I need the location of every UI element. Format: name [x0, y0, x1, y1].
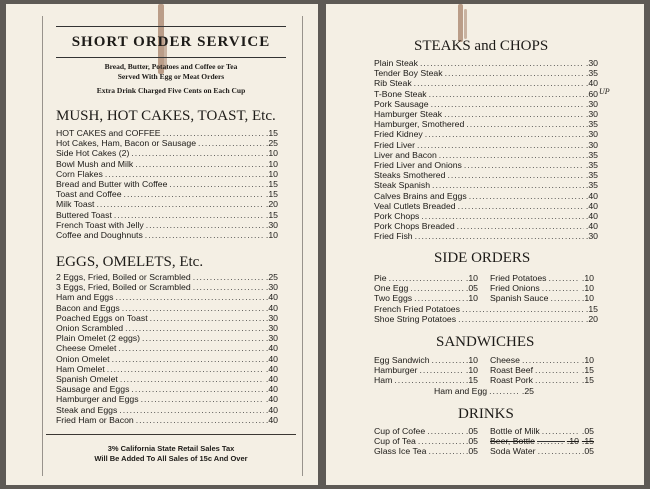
leader-dots [419, 365, 463, 375]
menu-item [490, 375, 594, 385]
menu-item [374, 119, 598, 129]
menu-item-price: .40 [265, 353, 278, 364]
section-title-drinks: DRINKS [458, 406, 514, 422]
menu-item-price: .30 [265, 219, 278, 230]
menu-item-price: .05 [581, 446, 594, 457]
leader-dots [107, 364, 264, 374]
leader-dots [169, 179, 264, 189]
menu-item [374, 109, 598, 119]
menu-item-name: Buttered Toast [56, 209, 112, 220]
menu-item-name: Two Eggs [374, 293, 413, 304]
menu-item [374, 129, 598, 139]
leader-dots [193, 272, 264, 282]
menu-item-price: .35 [585, 180, 598, 191]
handwritten-note: UP [599, 87, 610, 96]
menu-item [56, 138, 278, 148]
leader-dots [444, 109, 584, 119]
leader-dots [432, 180, 584, 190]
drinks-left [374, 426, 478, 457]
menu-item [374, 221, 598, 231]
menu-item-name: Side Hot Cakes (2) [56, 148, 130, 159]
menu-item-price: .30 [265, 323, 278, 334]
menu-item [56, 189, 278, 199]
menu-item-name: French Fried Potatoes [374, 304, 460, 314]
menu-item-price: .40 [265, 414, 278, 425]
leader-dots [146, 220, 264, 230]
menu-item-name: Soda Water [490, 446, 536, 457]
menu-item [56, 343, 278, 353]
leader-dots [105, 169, 264, 179]
menu-item-name: Beer, Bottle [490, 436, 535, 447]
leader-dots [542, 426, 580, 436]
menu-item-price: .10 [265, 230, 278, 241]
menu-item [374, 436, 478, 446]
menu-item-price: .40 [265, 302, 278, 313]
menu-item-price: .40 [585, 200, 598, 211]
menu-item [434, 386, 534, 396]
menu-item-price: .10 [581, 283, 594, 294]
menu-item [490, 436, 594, 446]
menu-item [56, 230, 278, 240]
menu-item-price: .10 [265, 168, 278, 179]
menu-item-price: .05 [465, 426, 478, 436]
leader-dots [96, 199, 263, 209]
menu-item [374, 201, 598, 211]
menu-item-name: Cheese [490, 355, 520, 365]
side-orders-right [490, 273, 594, 304]
menu-item-name: French Toast with Jelly [56, 219, 144, 230]
leader-dots [136, 415, 264, 425]
leader-dots [114, 210, 264, 220]
menu-item-price: .10 [581, 273, 594, 283]
menu-item-name: Fried Liver and Onions [374, 160, 462, 171]
menu-item-name: Hamburger, Smothered [374, 119, 465, 130]
leader-dots [131, 384, 264, 394]
menu-item-name: Hot Cakes, Ham, Bacon or Sausage [56, 138, 197, 149]
leader-dots [538, 446, 580, 456]
menu-item-name: 3 Eggs, Fried, Boiled or Scrambled [56, 282, 191, 293]
menu-item-price: .40 [265, 384, 278, 395]
leader-dots [119, 405, 264, 415]
menu-item-name: Bread and Butter with Coffee [56, 179, 168, 190]
menu-item-name: Steak Spanish [374, 180, 431, 191]
menu-item [490, 273, 594, 283]
leader-dots [193, 282, 264, 292]
menu-item [374, 170, 598, 180]
intro-line: Bread, Butter, Potatoes and Coffee or Tea [104, 62, 238, 71]
menu-item-name: Shoe String Potatoes [374, 314, 457, 325]
menu-item-price: .30 [585, 139, 598, 150]
side-orders-full [374, 304, 598, 324]
leader-dots [466, 119, 584, 129]
steaks-menu-list [374, 58, 598, 242]
menu-item-name: Glass Ice Tea [374, 446, 427, 457]
leader-dots [462, 304, 584, 314]
coffee-stain [464, 9, 467, 39]
menu-item-name: Ham Omelet [56, 363, 105, 374]
menu-item-price: .15 [585, 304, 598, 314]
leader-dots [131, 148, 264, 158]
menu-item-price: .05 [465, 446, 478, 457]
tax-note-line: 3% California State Retail Sales Tax [107, 444, 235, 453]
menu-item [374, 140, 598, 150]
menu-item-name: Roast Pork [490, 375, 533, 386]
menu-item-name: Poached Eggs on Toast [56, 312, 148, 323]
menu-item-price: .30 [585, 58, 598, 68]
leader-dots [118, 343, 264, 353]
menu-item [374, 78, 598, 88]
menu-item-name: Egg Sandwich [374, 355, 430, 365]
menu-item-price: .35 [585, 160, 598, 171]
mush-menu-list [56, 128, 278, 240]
leader-dots [120, 374, 264, 384]
menu-item-name: Ham and Eggs [56, 292, 114, 303]
eggs-menu-list [56, 272, 278, 425]
leader-dots [535, 375, 580, 385]
menu-item [56, 415, 278, 425]
menu-item-price: .60 [585, 88, 598, 99]
menu-item [56, 282, 278, 292]
menu-item-name: One Egg [374, 283, 409, 294]
menu-item [56, 313, 278, 323]
menu-item-price: .10 [465, 355, 478, 365]
menu-item-name: Liver and Bacon [374, 149, 437, 160]
leader-dots [464, 160, 584, 170]
leader-dots [142, 333, 264, 343]
menu-item-name: Ham [374, 375, 393, 386]
leader-dots [439, 150, 584, 160]
menu-item [56, 333, 278, 343]
menu-item-price: .10 [265, 148, 278, 159]
menu-item-price: .20 [265, 199, 278, 210]
menu-item-name: Bowl Mush and Milk [56, 158, 134, 169]
menu-item [490, 365, 594, 375]
menu-item-name: T-Bone Steak [374, 88, 427, 99]
menu-item-price: .30 [585, 231, 598, 242]
tax-note-line: Will Be Added To All Sales of 15c And Over [94, 454, 248, 463]
side-orders-columns [374, 273, 594, 304]
menu-item [56, 148, 278, 158]
menu-item [374, 304, 598, 314]
menu-item-price: .15 [265, 128, 278, 138]
menu-item [56, 374, 278, 384]
menu-item-name: Roast Beef [490, 365, 533, 376]
menu-item-price-alt: .15 [581, 436, 594, 447]
leader-dots [458, 314, 584, 324]
menu-item-name: Calves Brains and Eggs [374, 190, 467, 201]
leader-dots [414, 293, 464, 303]
leader-dots [421, 211, 584, 221]
leader-dots [447, 170, 583, 180]
menu-item-name: Pork Sausage [374, 98, 429, 109]
menu-item-price: .30 [265, 333, 278, 344]
leader-dots [410, 283, 464, 293]
leader-dots [394, 375, 464, 385]
menu-item [56, 199, 278, 209]
menu-item-price: .05 [465, 436, 478, 447]
menu-item-name: Onion Omelet [56, 353, 110, 364]
right-menu-page [326, 4, 644, 485]
menu-item [374, 293, 478, 303]
leader-dots [522, 355, 580, 365]
section-title-steaks: STEAKS and CHOPS [414, 38, 549, 54]
leader-dots [427, 426, 464, 436]
leader-dots [112, 354, 264, 364]
menu-item [56, 303, 278, 313]
menu-item-price: .35 [585, 170, 598, 181]
menu-item-name: Cup of Tea [374, 436, 416, 447]
drinks-right [490, 426, 594, 457]
menu-item-name: Fried Onions [490, 283, 540, 294]
menu-item-price: .10 [581, 293, 594, 304]
menu-item-name: Cup of Cofee [374, 426, 426, 436]
leader-dots [550, 293, 579, 303]
menu-item [374, 273, 478, 283]
menu-item [56, 323, 278, 333]
menu-item [56, 272, 278, 282]
menu-item [56, 292, 278, 302]
leader-dots [549, 273, 580, 283]
menu-item-name: Cheese Omelet [56, 343, 117, 354]
menu-item-name: Hamburger and Eggs [56, 394, 139, 405]
coffee-stain [458, 4, 463, 42]
leader-dots [198, 138, 264, 148]
leader-dots [417, 140, 584, 150]
menu-item [374, 314, 598, 324]
border-line [42, 16, 43, 476]
menu-item-price: .35 [585, 68, 598, 79]
menu-item [56, 384, 278, 394]
menu-item-price: .10 [465, 273, 478, 283]
leader-dots [431, 99, 584, 109]
menu-item-name: Toast and Coffee [56, 189, 122, 200]
menu-item [56, 354, 278, 364]
sandwiches-left [374, 355, 478, 386]
menu-item-name: Hamburger [374, 365, 418, 376]
leader-dots [457, 221, 584, 231]
menu-item-price: .15 [265, 179, 278, 190]
menu-item [374, 58, 598, 68]
menu-item [374, 160, 598, 170]
menu-item [374, 375, 478, 385]
menu-item [490, 446, 594, 456]
leader-dots [115, 292, 263, 302]
menu-item-price: .10 [581, 355, 594, 365]
leader-dots [489, 386, 520, 396]
leader-dots [418, 436, 464, 446]
section-title-mush: MUSH, HOT CAKES, TOAST, Etc. [56, 108, 276, 124]
menu-item-price: .30 [265, 312, 278, 323]
menu-item [56, 159, 278, 169]
menu-item-price: .10 [566, 436, 579, 447]
leader-dots [124, 189, 264, 199]
leader-dots [141, 394, 264, 404]
menu-item-price: .40 [265, 404, 278, 415]
menu-item-name: Fried Ham or Bacon [56, 414, 134, 425]
menu-item-price: .15 [581, 365, 594, 376]
leader-dots [445, 68, 584, 78]
menu-item-price: .25 [521, 386, 534, 396]
menu-item [374, 68, 598, 78]
menu-item-price: .15 [265, 209, 278, 220]
menu-item [56, 405, 278, 415]
menu-item-name: Pork Chops [374, 211, 420, 222]
menu-item [490, 426, 594, 436]
menu-item [374, 89, 598, 99]
leader-dots [542, 283, 580, 293]
menu-item [374, 355, 478, 365]
menu-item-name: Pork Chops Breaded [374, 221, 455, 232]
menu-item-price: .40 [585, 78, 598, 89]
leader-dots [415, 231, 584, 241]
menu-item [374, 365, 478, 375]
menu-item-name: Pie [374, 273, 387, 283]
menu-item [374, 426, 478, 436]
menu-item-price: .20 [585, 314, 598, 325]
menu-item [56, 394, 278, 404]
menu-item-price: .10 [265, 158, 278, 169]
menu-item [374, 283, 478, 293]
menu-item [56, 128, 278, 138]
divider [46, 434, 296, 435]
menu-item [490, 293, 594, 303]
menu-item-name: Steak and Eggs [56, 404, 118, 415]
leader-dots [537, 436, 565, 446]
leader-dots [535, 365, 580, 375]
section-title-side-orders: SIDE ORDERS [434, 250, 531, 266]
menu-item [374, 191, 598, 201]
leader-dots [145, 230, 264, 240]
menu-item-name: Steaks Smothered [374, 170, 446, 181]
menu-item-name: Onion Scrambled [56, 323, 124, 334]
menu-item [374, 446, 478, 456]
menu-item-name: Hamburger Steak [374, 109, 443, 120]
menu-item-name: Spanish Sauce [490, 293, 549, 304]
tax-note [46, 444, 296, 464]
leader-dots [469, 191, 584, 201]
menu-item-price: .40 [265, 292, 278, 303]
leader-dots [458, 201, 584, 211]
intro-line: Served With Egg or Meat Orders [117, 72, 225, 81]
side-orders-left [374, 273, 478, 304]
menu-item-name: Rib Steak [374, 78, 412, 89]
menu-item-name: Tender Boy Steak [374, 68, 443, 79]
menu-item [56, 210, 278, 220]
menu-item-price: .35 [585, 119, 598, 130]
leader-dots [122, 303, 264, 313]
menu-item-name: Fried Liver [374, 139, 416, 150]
menu-item [56, 179, 278, 189]
menu-item [56, 220, 278, 230]
menu-item-price: .35 [585, 149, 598, 160]
menu-item-name: Fried Fish [374, 231, 413, 242]
menu-item-price: .30 [585, 98, 598, 109]
menu-item-name: HOT CAKES and COFFEE [56, 128, 161, 138]
menu-item-price: .25 [265, 272, 278, 282]
section-title-sandwiches: SANDWICHES [436, 334, 535, 350]
leader-dots [163, 128, 264, 138]
menu-item-name: Fried Kidney [374, 129, 423, 140]
drinks-columns [374, 426, 594, 457]
menu-item-name: Veal Cutlets Breaded [374, 200, 456, 211]
menu-item-name: Spanish Omelet [56, 374, 118, 385]
menu-item [374, 150, 598, 160]
menu-item-price: .10 [465, 365, 478, 376]
menu-item-name: 2 Eggs, Fried, Boiled or Scrambled [56, 272, 191, 282]
menu-item [490, 283, 594, 293]
menu-item-name: Fried Potatoes [490, 273, 547, 283]
menu-item-name: Bottle of Milk [490, 426, 540, 436]
menu-item-price: .40 [265, 363, 278, 374]
menu-item-name: Coffee and Doughnuts [56, 230, 143, 241]
section-title-eggs: EGGS, OMELETS, Etc. [56, 254, 204, 270]
menu-item [374, 180, 598, 190]
menu-item-price: .05 [465, 283, 478, 294]
leader-dots [428, 446, 463, 456]
menu-item-price: .40 [585, 190, 598, 201]
sandwiches-center [434, 386, 534, 396]
menu-item [374, 211, 598, 221]
menu-item-price: .30 [585, 109, 598, 120]
left-menu-page [6, 4, 318, 485]
menu-item-name: Plain Omelet (2 eggs) [56, 333, 141, 344]
sandwiches-columns [374, 355, 594, 386]
leader-dots [432, 355, 464, 365]
leader-dots [414, 78, 584, 88]
menu-item-price: .05 [581, 426, 594, 436]
sandwiches-right [490, 355, 594, 386]
menu-item-price: .40 [585, 221, 598, 232]
menu-item [56, 364, 278, 374]
menu-item [374, 99, 598, 109]
menu-item-price: .40 [585, 211, 598, 222]
menu-item-price: .30 [265, 282, 278, 293]
leader-dots [125, 323, 264, 333]
menu-item-name: Sausage and Eggs [56, 384, 130, 395]
menu-item-price: .10 [465, 293, 478, 304]
menu-item-name: Milk Toast [56, 199, 95, 210]
menu-item [56, 169, 278, 179]
menu-item-name: Ham and Egg [434, 386, 488, 396]
leader-dots [420, 58, 584, 68]
menu-header: SHORT ORDER SERVICE [56, 26, 286, 58]
menu-item-price: .40 [265, 343, 278, 354]
menu-item-price: .15 [581, 375, 594, 386]
leader-dots [150, 313, 264, 323]
menu-item-price: .40 [265, 374, 278, 385]
menu-item [374, 231, 598, 241]
leader-dots [135, 159, 264, 169]
menu-item-price: .40 [265, 394, 278, 405]
leader-dots [425, 129, 584, 139]
menu-item-price: .25 [265, 138, 278, 149]
menu-item-price: .15 [465, 375, 478, 386]
menu-item-price: .15 [265, 189, 278, 200]
menu-item-name: Corn Flakes [56, 168, 103, 179]
leader-dots [389, 273, 464, 283]
menu-item-name: Bacon and Eggs [56, 302, 120, 313]
menu-item [490, 355, 594, 365]
menu-item-name: Plain Steak [374, 58, 418, 68]
intro-line: Extra Drink Charged Five Cents on Each Cup [96, 86, 246, 95]
border-line [302, 16, 303, 476]
menu-item-price: .30 [585, 129, 598, 140]
leader-dots [429, 89, 584, 99]
